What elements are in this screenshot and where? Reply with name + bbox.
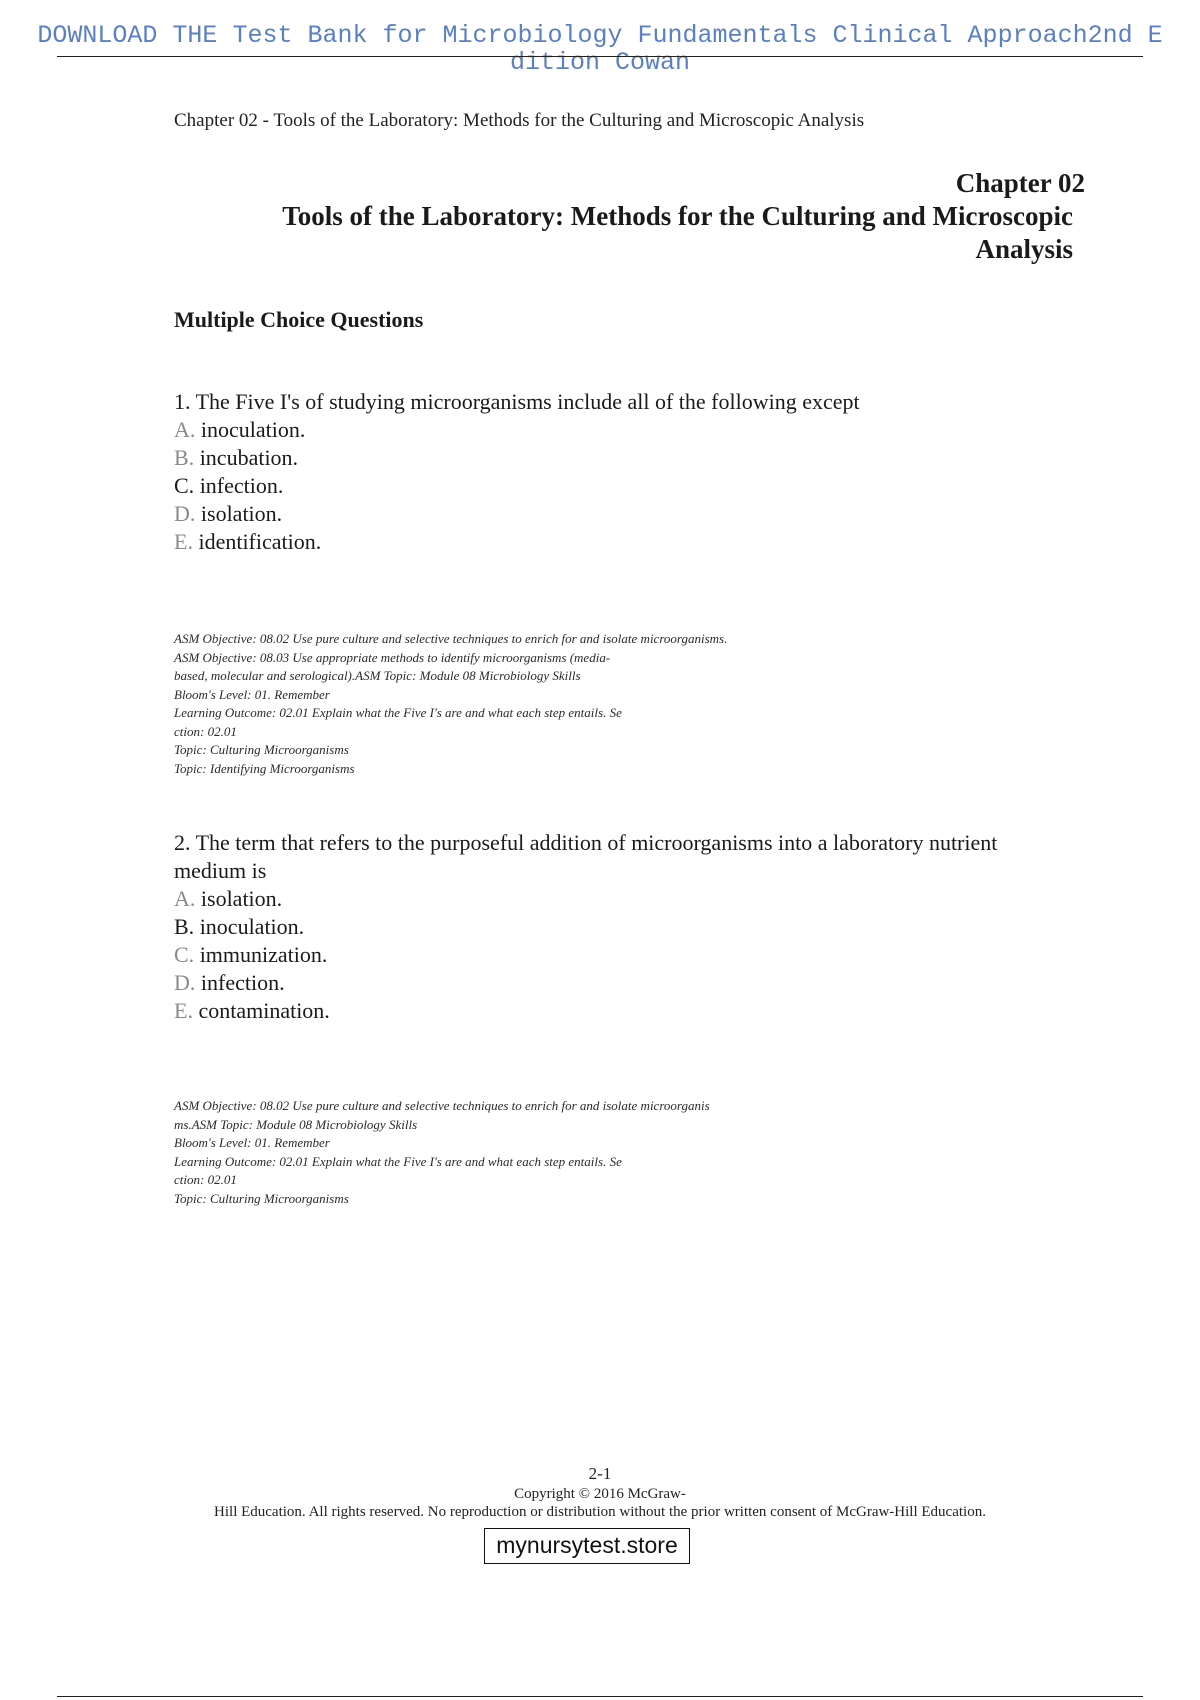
option-text: incubation. (199, 445, 299, 470)
download-banner[interactable] (0, 22, 1200, 76)
chapter-title (240, 200, 1073, 266)
option-a (174, 885, 1074, 913)
option-letter: D. (174, 970, 196, 995)
running-head: Chapter 02 - Tools of the Laboratory: Methods for the Culturing and Microscopic Analysis (174, 110, 865, 131)
option-letter: C. (174, 942, 195, 967)
copyright-line-1: Copyright © 2016 McGraw- (514, 1486, 686, 1502)
banner-divider (57, 56, 1143, 57)
store-watermark-badge[interactable]: mynursytest.store (484, 1528, 690, 1564)
option-d (174, 969, 1074, 997)
copyright-line-2: Hill Education. All rights reserved. No reproduction or distribution without the prior written consent of McGraw-Hill Education. (214, 1504, 986, 1520)
question-stem: 1. The Five I's of studying microorganisms include all of the following except (174, 389, 860, 414)
option-e (174, 528, 1074, 556)
option-c (174, 472, 1074, 500)
meta-line: ction: 02.01 (174, 1172, 237, 1187)
option-list (174, 416, 1074, 556)
option-e (174, 997, 1074, 1025)
banner-line-2: dition Cowan (509, 48, 691, 77)
option-letter: E. (174, 529, 193, 554)
section-title: Multiple Choice Questions (174, 307, 424, 332)
question-1 (174, 388, 1074, 556)
option-d (174, 500, 1074, 528)
meta-line: ction: 02.01 (174, 723, 237, 739)
meta-line: Bloom's Level: 01. Remember (174, 686, 330, 702)
option-letter: D. (174, 501, 196, 526)
option-list (174, 885, 1074, 1025)
meta-line: ASM Objective: 08.02 Use pure culture and selective techniques to enrich for and isolate microorganis (174, 1098, 710, 1113)
option-a (174, 416, 1074, 444)
question-1-metadata (174, 630, 894, 778)
meta-line: Bloom's Level: 01. Remember (174, 1135, 330, 1150)
option-b (174, 913, 1074, 941)
meta-line: Learning Outcome: 02.01 Explain what the Five I's are and what each step entails. Se (174, 705, 622, 720)
option-text: inoculation. (200, 417, 306, 442)
chapter-title-line-1: Tools of the Laboratory: Methods for the Culturing and Microscopic (282, 201, 1073, 231)
meta-line: ASM Objective: 08.02 Use pure culture and selective techniques to enrich for and isolate microorganisms. (174, 631, 728, 646)
option-text: isolation. (200, 501, 283, 526)
banner-line-1: DOWNLOAD THE Test Bank for Microbiology Fundamentals Clinical Approach2nd E (37, 21, 1163, 50)
meta-line: ASM Objective: 08.03 Use appropriate methods to identify microorganisms (media- (174, 649, 611, 665)
question-2 (174, 829, 1074, 1025)
option-letter: C. (174, 473, 195, 498)
chapter-number: Chapter 02 (955, 168, 1085, 198)
page-footer (0, 1465, 1200, 1521)
option-text: contamination. (198, 998, 330, 1023)
option-letter: A. (174, 417, 196, 442)
option-letter: E. (174, 998, 193, 1023)
option-text: infection. (200, 970, 285, 995)
option-text: identification. (198, 529, 322, 554)
option-letter: B. (174, 914, 195, 939)
option-text: infection. (199, 473, 284, 498)
meta-line: Topic: Culturing Microorganisms (174, 1190, 349, 1206)
option-letter: A. (174, 886, 196, 911)
page-number: 2-1 (588, 1464, 612, 1483)
chapter-title-line-2: Analysis (975, 234, 1073, 264)
meta-line: Learning Outcome: 02.01 Explain what the Five I's are and what each step entails. Se (174, 1153, 622, 1169)
bottom-divider (57, 1696, 1143, 1697)
option-c (174, 941, 1074, 969)
option-text: isolation. (200, 886, 283, 911)
option-letter: B. (174, 445, 195, 470)
question-stem: 2. The term that refers to the purposeful addition of microorganisms into a laboratory nutrient medium is (174, 830, 998, 883)
option-text: immunization. (199, 942, 328, 967)
option-b (174, 444, 1074, 472)
question-2-metadata (174, 1097, 894, 1208)
option-text: inoculation. (199, 914, 305, 939)
meta-line: Topic: Culturing Microorganisms (174, 742, 349, 757)
meta-line: Topic: Identifying Microorganisms (174, 760, 355, 776)
meta-line: ms.ASM Topic: Module 08 Microbiology Skills (174, 1116, 418, 1132)
meta-line: based, molecular and serological).ASM Topic: Module 08 Microbiology Skills (174, 668, 581, 683)
